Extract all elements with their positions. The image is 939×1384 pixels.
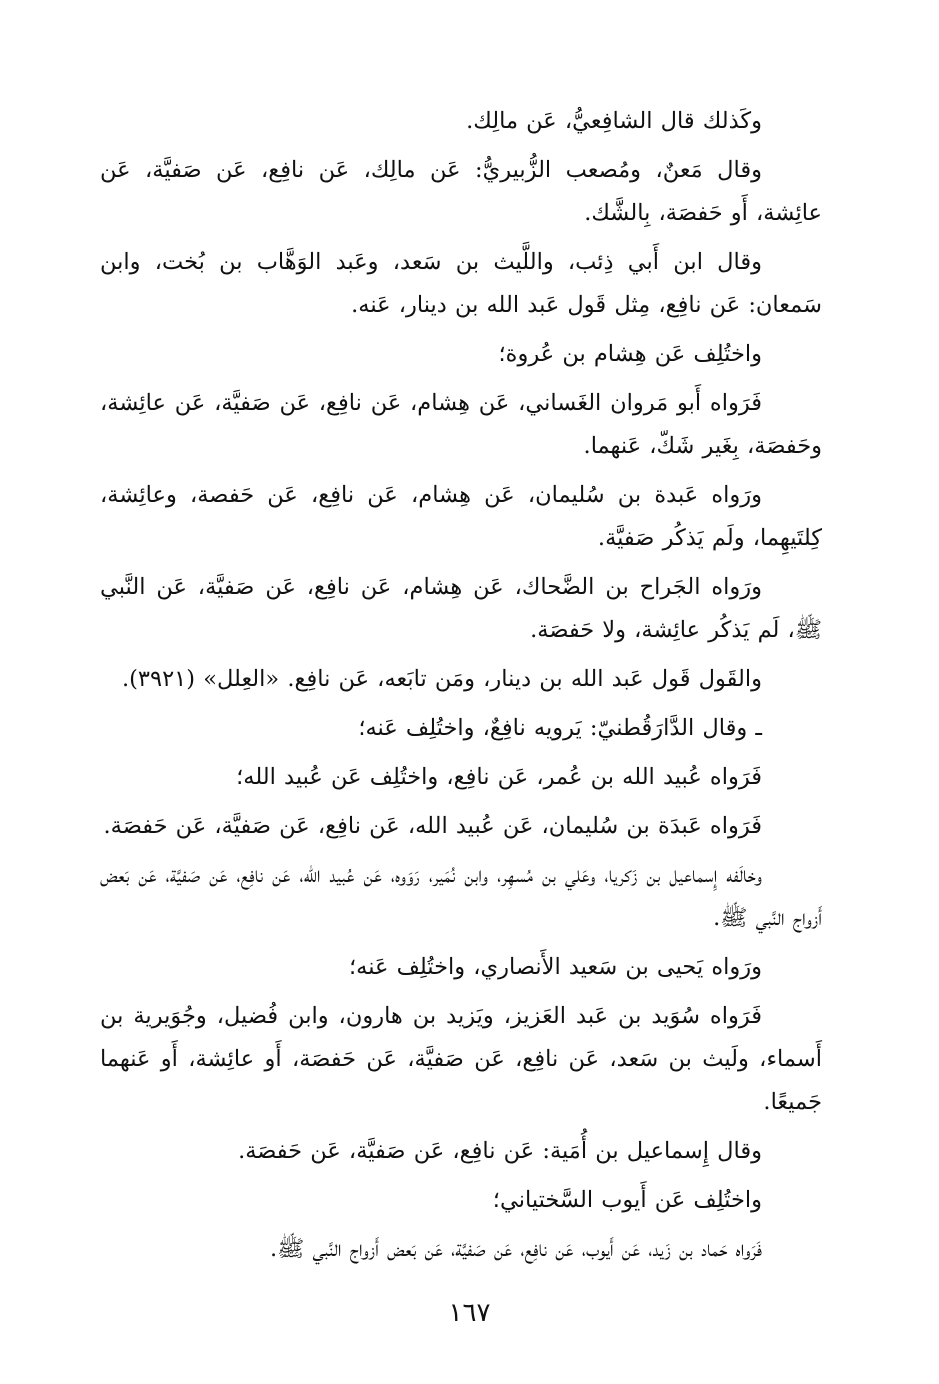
paragraph-7: ورَواه الجَراح بن الضَّحاك، عَن هِشام، عَن نافِع، عَن صَفيَّة، عَن النَّبي ﷺ، لَم يَذكُر عائِشة، ولا حَفصَة. <box>100 574 822 643</box>
paragraph-11: فَرَواه عَبدَة بن سُليمان، عَن عُبيد الله، عَن نافِع، عَن صَفيَّة، عَن حَفصَة. <box>103 813 762 839</box>
paragraph-8: والقَول قَول عَبد الله بن دينار، ومَن تابَعه، عَن نافِع. «العِلل» (٣٩٢١). <box>121 666 762 692</box>
paragraph-15: وقال إِسماعيل بن أُمَية: عَن نافِع، عَن صَفيَّة، عَن حَفصَة. <box>238 1138 762 1164</box>
paragraph-4: واختُلِف عَن هِشام بن عُروة؛ <box>498 341 762 367</box>
paragraph-12: وخالَفه إِسماعيل بن زَكريا، وعَلي بن مُسهِر، وابن نُمَير، رَوَوه، عَن عُبيد الله، عَن نافِع، عَن صَفيَّة، عَن بَعض أَزواج النَّبي ﷺ. <box>100 862 822 931</box>
paragraph-13: ورَواه يَحيى بن سَعيد الأَنصاري، واختُلِف عَنه؛ <box>348 954 762 980</box>
paragraph-3: وقال ابن أَبي ذِئب، واللَّيث بن سَعد، وعَبد الوَهَّاب بن بُخت، وابن سَمعان: عَن نافِع، مِثل قَول عَبد الله بن دينار، عَنه. <box>100 249 822 318</box>
paragraph-6: ورَواه عَبدة بن سُليمان، عَن هِشام، عَن نافِع، عَن حَفصة، وعائِشة، كِلتَيهِما، ولَم يَذكُر صَفيَّة. <box>100 482 822 551</box>
page-number: ١٦٧ <box>448 1298 491 1328</box>
paragraph-1: وكَذلك قال الشافِعيُّ، عَن مالِك. <box>466 108 762 134</box>
paragraph-17: فَرَواه حَماد بن زَيد، عَن أَيوب، عَن نافِع، عَن صَفيَّة، عَن بَعض أَزواج النَّبي ﷺ. <box>270 1236 762 1262</box>
page-body <box>100 100 822 1277</box>
paragraph-14: فَرَواه سُوَيد بن عَبد العَزيز، ويَزيد بن هارون، وابن فُضيل، وجُوَيرية بن أَسماء، ولَيث بن سَعد، عَن نافِع، عَن صَفيَّة، عَن حَفصَة، أَو عائِشة، أَو عَنهما جَميعًا. <box>100 1003 822 1115</box>
paragraph-9: ـ وقال الدَّارَقُطنيّ: يَرويه نافِعٌ، واختُلِف عَنه؛ <box>358 715 762 741</box>
paragraph-10: فَرَواه عُبيد الله بن عُمر، عَن نافِع، واختُلِف عَن عُبيد الله؛ <box>236 764 762 790</box>
paragraph-16: واختُلِف عَن أَيوب السَّختياني؛ <box>492 1187 762 1213</box>
paragraph-5: فَرَواه أَبو مَروان الغَساني، عَن هِشام، عَن نافِع، عَن صَفيَّة، عَن عائِشة، وحَفصَة، بِغَير شَكّ، عَنهما. <box>100 390 822 459</box>
paragraph-2: وقال مَعنٌ، ومُصعب الزُّبيريُّ: عَن مالِك، عَن نافِع، عَن صَفيَّة، عَن عائِشة، أَو حَفصَة، بِالشَّك. <box>100 157 822 226</box>
